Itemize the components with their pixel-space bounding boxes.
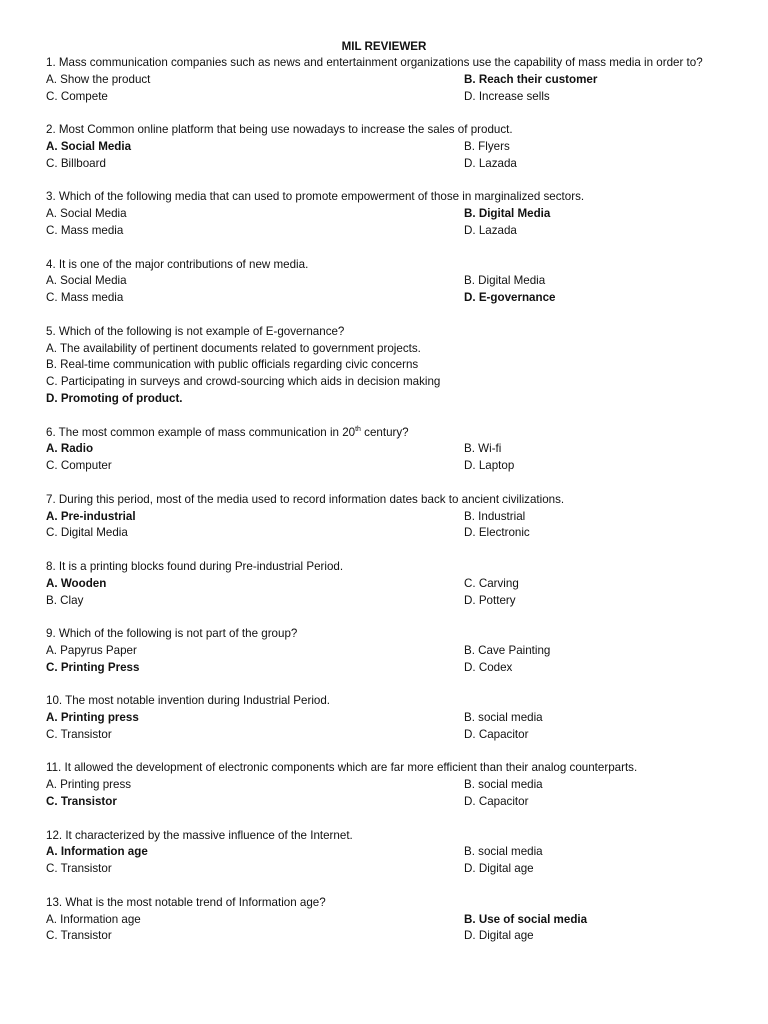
option-d: D. Capacitor: [464, 727, 529, 741]
question-stem: 12. It characterized by the massive influence of the Internet.: [46, 828, 353, 842]
option-c: C. Mass media: [46, 291, 124, 305]
option-a: A. Information age: [46, 845, 148, 859]
option-a: A. The availability of pertinent documents related to government projects.: [46, 341, 421, 355]
option-c: C. Mass media: [46, 223, 124, 237]
option-c: C. Billboard: [46, 156, 106, 170]
question-stem: 9. Which of the following is not part of the group?: [46, 627, 298, 641]
option-c: C. Printing Press: [46, 660, 140, 674]
question-5: [46, 324, 726, 408]
option-b: B. social media: [464, 711, 543, 725]
question-stem: 4. It is one of the major contributions of new media.: [46, 257, 309, 271]
option-c: C. Computer: [46, 459, 112, 473]
option-b: B. Industrial: [464, 509, 526, 523]
question-stem: 8. It is a printing blocks found during Pre-industrial Period.: [46, 559, 344, 573]
option-b: B. Digital Media: [464, 207, 551, 221]
option-a: A. Pre-industrial: [46, 509, 136, 523]
question-stem: 13. What is the most notable trend of Information age?: [46, 895, 326, 909]
question-1: [46, 55, 726, 105]
question-9: [46, 626, 726, 676]
option-d: D. Promoting of product.: [46, 391, 183, 405]
question-stem: 1. Mass communication companies such as news and entertainment organizations use the capability of mass media in order to?: [46, 56, 703, 69]
option-c: C. Compete: [46, 89, 108, 103]
option-d: D. Lazada: [464, 156, 517, 170]
option-c: C. Transistor: [46, 862, 112, 876]
question-stem: 11. It allowed the development of electronic components which are far more efficient than their analog counterparts.: [46, 761, 638, 775]
option-d: D. Digital age: [464, 929, 534, 943]
option-a: A. Printing press: [46, 711, 139, 725]
option-b: B. Flyers: [464, 139, 510, 153]
option-c: C. Transistor: [46, 795, 117, 809]
question-2: [46, 122, 726, 172]
question-7: [46, 492, 726, 542]
option-a: A. Radio: [46, 442, 94, 456]
option-a: A. Social Media: [46, 139, 132, 153]
option-d: D. Laptop: [464, 459, 515, 473]
option-d: D. Codex: [464, 660, 513, 674]
option-b: B. Cave Painting: [464, 643, 551, 657]
option-b: B. Clay: [46, 593, 84, 607]
option-a: A. Social Media: [46, 207, 127, 221]
option-b: B. social media: [464, 845, 543, 859]
option-c: C. Carving: [464, 576, 519, 590]
option-c: C. Transistor: [46, 727, 112, 741]
question-6: [46, 425, 726, 475]
option-d: D. Electronic: [464, 526, 530, 540]
option-a: A. Wooden: [46, 576, 107, 590]
option-a: A. Show the product: [46, 72, 151, 86]
question-stem: 7. During this period, most of the media used to record information dates back to ancient civilizations.: [46, 492, 565, 506]
option-d: D. Increase sells: [464, 89, 550, 103]
option-d: D. Pottery: [464, 593, 516, 607]
option-b: B. Reach their customer: [464, 72, 598, 86]
question-stem: [46, 425, 726, 442]
option-b: B. Digital Media: [464, 274, 546, 288]
option-b: B. Wi-fi: [464, 442, 502, 456]
ordinal-superscript: th: [355, 425, 361, 433]
option-a: A. Information age: [46, 912, 141, 926]
question-11: [46, 760, 726, 810]
option-a: A. Printing press: [46, 778, 132, 792]
option-d: D. Digital age: [464, 862, 534, 876]
option-c: C. Digital Media: [46, 526, 128, 540]
option-c: C. Participating in surveys and crowd-sourcing which aids in decision making: [46, 375, 441, 389]
question-3: [46, 189, 726, 239]
question-stem: 5. Which of the following is not example of E-governance?: [46, 324, 345, 338]
option-d: D. E-governance: [464, 291, 556, 305]
question-stem: 2. Most Common online platform that being use nowadays to increase the sales of product.: [46, 123, 513, 137]
question-list: [46, 55, 726, 962]
option-b: B. Real-time communication with public officials regarding civic concerns: [46, 358, 419, 372]
page-title: MIL REVIEWER: [341, 40, 427, 53]
question-stem: 3. Which of the following media that can used to promote empowerment of those in marginalized sectors.: [46, 190, 585, 204]
option-b: B. Use of social media: [464, 912, 588, 926]
option-a: A. Papyrus Paper: [46, 643, 137, 657]
question-4: [46, 257, 726, 307]
question-stem-text: 6. The most common example of mass communication in 20: [46, 425, 356, 439]
question-13: [46, 895, 726, 945]
question-stem: 10. The most notable invention during Industrial Period.: [46, 694, 331, 708]
option-a: A. Social Media: [46, 274, 127, 288]
option-d: D. Lazada: [464, 223, 517, 237]
question-stem-tail: century?: [360, 425, 409, 439]
question-12: [46, 828, 726, 878]
question-8: [46, 559, 726, 609]
option-d: D. Capacitor: [464, 795, 529, 809]
question-10: [46, 693, 726, 743]
option-b: B. social media: [464, 778, 543, 792]
option-c: C. Transistor: [46, 929, 112, 943]
